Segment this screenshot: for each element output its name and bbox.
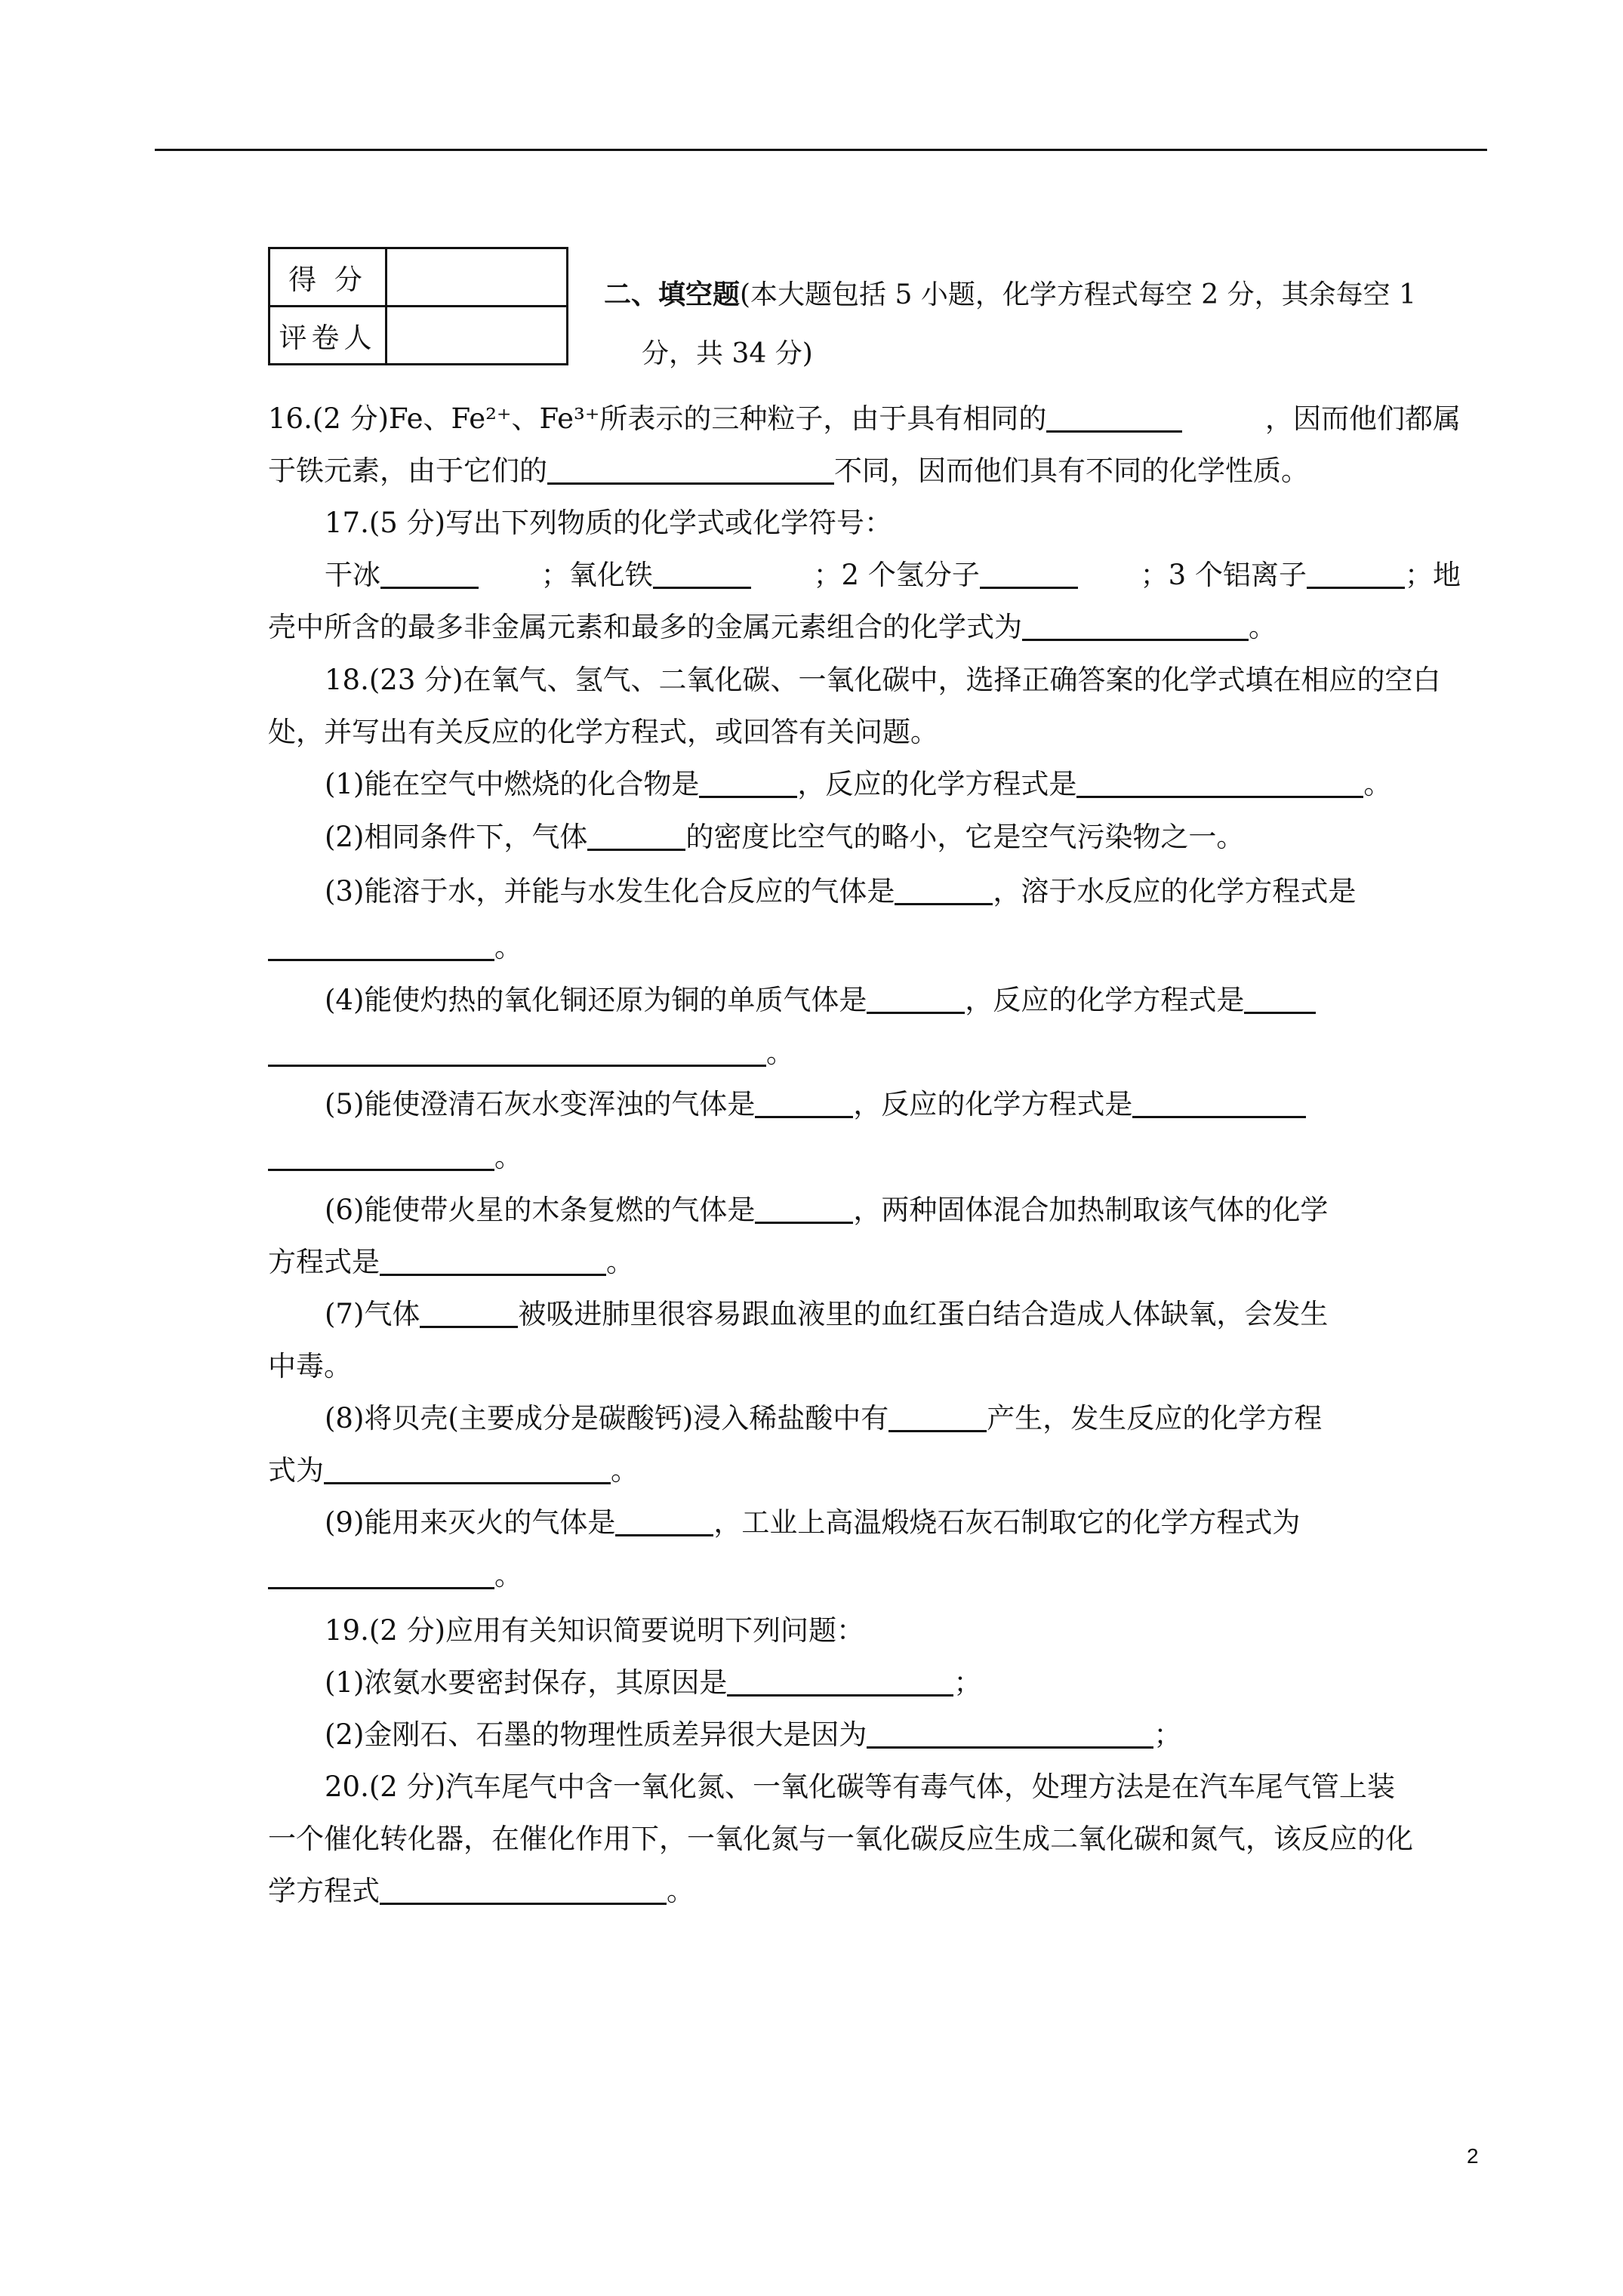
q20-line2: 一个催化转化器，在催化作用下，一氧化氮与一氧化碳反应生成二氧化碳和氮气，该反应的化	[268, 1823, 1413, 1855]
section-heading	[604, 266, 1495, 384]
q17-blank-dry-ice[interactable]	[380, 556, 479, 589]
q18-part8: (8)将贝壳(主要成分是碳酸钙)浸入稀盐酸中有 产生，发生反应的化学方程	[325, 1392, 1517, 1444]
q18-p2-blank[interactable]	[587, 818, 685, 851]
q18-part6-cont: 方程式是 。	[268, 1236, 1461, 1288]
q18-part3: (3)能溶于水，并能与水发生化合反应的气体是 ，溶于水反应的化学方程式是	[325, 865, 1517, 917]
q18-p6-blank-2[interactable]	[380, 1244, 606, 1276]
q18-part2: (2)相同条件下，气体 的密度比空气的略小，它是空气污染物之一。	[325, 811, 1517, 863]
q20-blank[interactable]	[380, 1872, 667, 1905]
header-rule	[155, 149, 1487, 151]
score-label: 得 分	[269, 248, 387, 307]
q18-part3-cont: 。	[268, 921, 1461, 973]
q19-p2-blank[interactable]	[867, 1716, 1153, 1749]
q20-line3: 学方程式 。	[268, 1865, 1461, 1917]
q20-line1: 20.(2 分)汽车尾气中含一氧化氮、一氧化碳等有毒气体，处理方法是在汽车尾气管上装	[325, 1771, 1396, 1803]
q18-p7-blank[interactable]	[420, 1296, 518, 1328]
section-desc-1: (本大题包括 5 小题，化学方程式每空 2 分，其余每空 1	[740, 279, 1416, 310]
section-desc-2: 分，共 34 分)	[642, 338, 813, 369]
q18-p9-blank-2[interactable]	[268, 1557, 494, 1589]
q18-part5: (5)能使澄清石灰水变浑浊的气体是 ，反应的化学方程式是	[325, 1078, 1517, 1130]
q18-part9-cont: 。	[268, 1549, 1461, 1601]
q18-p8-blank-1[interactable]	[888, 1400, 987, 1432]
page-number: 2	[1467, 2144, 1479, 2168]
q18-intro1: 18.(23 分)在氧气、氢气、二氧化碳、一氧化碳中，选择正确答案的化学式填在相应的空白	[325, 664, 1441, 696]
q18-p3-blank-1[interactable]	[895, 873, 993, 905]
q18-p9-blank-1[interactable]	[615, 1504, 713, 1536]
q19-p1-blank[interactable]	[727, 1664, 953, 1697]
q18-part9: (9)能用来灭火的气体是 ，工业上高温煅烧石灰石制取它的化学方程式为	[325, 1496, 1517, 1549]
q19-intro: 19.(2 分)应用有关知识简要说明下列问题：	[325, 1614, 865, 1647]
q19-part1: (1)浓氨水要密封保存，其原因是 ；	[325, 1657, 1517, 1709]
q16-line2: 于铁元素，由于它们的 不同，因而他们具有不同的化学性质。	[268, 445, 1461, 497]
q16-blank-1[interactable]	[1046, 400, 1182, 433]
grader-field[interactable]	[387, 307, 568, 365]
score-box	[268, 247, 568, 365]
q18-p8-blank-2[interactable]	[324, 1452, 611, 1484]
q17-blank-hydrogen[interactable]	[980, 556, 1078, 589]
q17-line2: 壳中所含的最多非金属元素和最多的金属元素组合的化学式为 。	[268, 601, 1461, 653]
q18-p4-blank-2a[interactable]	[1244, 982, 1316, 1014]
q18-part8-cont: 式为 。	[268, 1444, 1461, 1496]
q17-blank-aluminum[interactable]	[1307, 556, 1405, 589]
q16-blank-2[interactable]	[547, 452, 834, 485]
q18-part6: (6)能使带火星的木条复燃的气体是 ，两种固体混合加热制取该气体的化学	[325, 1184, 1517, 1236]
q18-p4-blank-1[interactable]	[867, 982, 965, 1014]
grader-label: 评卷人	[269, 307, 387, 365]
section-title: 二、填空题	[604, 279, 741, 310]
q18-p4-blank-2b[interactable]	[268, 1034, 766, 1067]
q18-part4-cont: 。	[268, 1027, 1461, 1079]
q17-intro: 17.(5 分)写出下列物质的化学式或化学符号：	[325, 507, 893, 539]
score-field[interactable]	[387, 248, 568, 307]
q18-p1-blank-1[interactable]	[699, 766, 797, 798]
q17-blank-formula[interactable]	[1022, 609, 1249, 641]
q18-part5-cont: 。	[268, 1131, 1461, 1183]
q18-part4: (4)能使灼热的氧化铜还原为铜的单质气体是 ，反应的化学方程式是	[325, 974, 1517, 1026]
q18-part7: (7)气体 被吸进肺里很容易跟血液里的血红蛋白结合造成人体缺氧，会发生	[325, 1288, 1517, 1340]
q18-p5-blank-1[interactable]	[755, 1086, 853, 1118]
q18-p5-blank-2b[interactable]	[268, 1139, 494, 1171]
q19-part2: (2)金刚石、石墨的物理性质差异很大是因为 ；	[325, 1709, 1517, 1761]
q18-intro2: 处，并写出有关反应的化学方程式，或回答有关问题。	[268, 716, 938, 748]
q18-p3-blank-2[interactable]	[268, 929, 494, 961]
q17-blank-ferric-oxide[interactable]	[653, 556, 751, 589]
q18-p1-blank-2[interactable]	[1076, 766, 1363, 798]
q17-line1: 干冰 ；氧化铁 ；2 个氢分子 ；3 个铝离子 ；地	[325, 549, 1461, 601]
q18-part7-cont: 中毒。	[268, 1350, 352, 1382]
q16-line1: 16.(2 分)Fe、Fe²⁺、Fe³⁺所表示的三种粒子，由于具有相同的 ，因而他们都属	[268, 393, 1461, 445]
q18-p6-blank-1[interactable]	[755, 1191, 853, 1224]
q18-part1: (1)能在空气中燃烧的化合物是 ，反应的化学方程式是 。	[325, 758, 1517, 810]
q18-p5-blank-2a[interactable]	[1132, 1086, 1306, 1118]
